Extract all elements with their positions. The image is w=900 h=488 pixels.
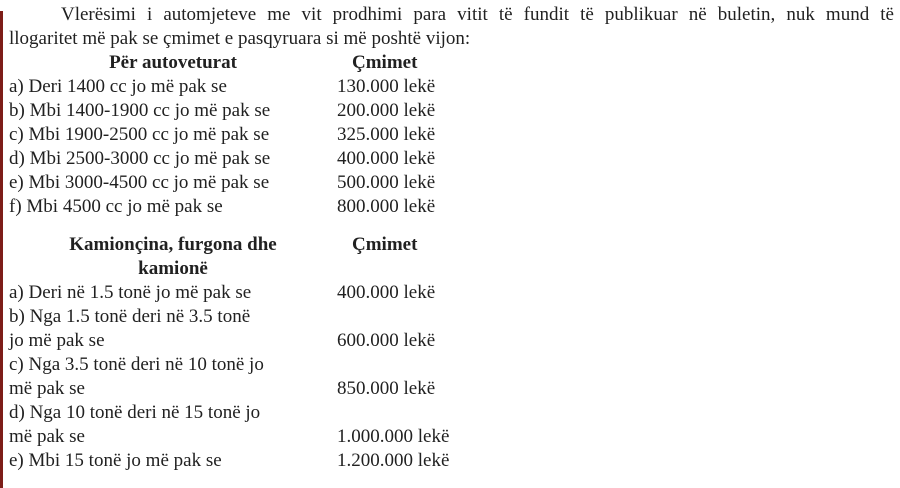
row-price	[337, 353, 894, 377]
row-price: 800.000 lekë	[337, 196, 436, 217]
row-label: b) Nga 1.5 tonë deri në 3.5 tonë	[9, 306, 251, 327]
table2-header-row	[9, 233, 894, 257]
row-price: 600.000 lekë	[337, 330, 436, 351]
row-price: 400.000 lekë	[337, 282, 436, 303]
row-price: 1.200.000 lekë	[337, 450, 450, 471]
row-label: f) Mbi 4500 cc jo më pak se	[9, 196, 223, 217]
row-label: a) Deri 1400 cc jo më pak se	[9, 76, 227, 97]
table2-price-header: Çmimet	[352, 234, 418, 255]
table2-title-line-1: Kamionçina, furgona dhe	[69, 234, 277, 255]
row-price: 130.000 lekë	[337, 76, 436, 97]
table2-title-line-2: kamionë	[138, 258, 208, 279]
row-price: 400.000 lekë	[337, 148, 436, 169]
spacer	[337, 257, 894, 281]
table1-price-header: Çmimet	[352, 52, 418, 73]
table2-row	[9, 377, 894, 401]
table2-row	[9, 329, 894, 353]
row-label: jo më pak se	[9, 330, 105, 351]
table1-row	[9, 99, 894, 123]
row-price: 200.000 lekë	[337, 100, 436, 121]
intro-paragraph	[9, 3, 894, 51]
table1-title: Për autoveturat	[109, 52, 237, 73]
row-label: b) Mbi 1400-1900 cc jo më pak se	[9, 100, 271, 121]
row-price: 850.000 lekë	[337, 378, 436, 399]
row-price: 325.000 lekë	[337, 124, 436, 145]
table2-row	[9, 449, 894, 473]
row-label: më pak se	[9, 378, 85, 399]
table2-row	[9, 425, 894, 449]
intro-line-2: llogaritet më pak se çmimet e pasqyruara si më poshtë vijon:	[9, 28, 471, 49]
table1-row	[9, 75, 894, 99]
table1-row	[9, 171, 894, 195]
table2-row	[9, 305, 894, 329]
table1-row	[9, 147, 894, 171]
table1-row	[9, 123, 894, 147]
table2-row	[9, 353, 894, 377]
row-label: d) Nga 10 tonë deri në 15 tonë jo	[9, 402, 261, 423]
table2-row	[9, 401, 894, 425]
row-label: e) Mbi 15 tonë jo më pak se	[9, 450, 222, 471]
table1-row	[9, 195, 894, 219]
row-label: a) Deri në 1.5 tonë jo më pak se	[9, 282, 252, 303]
table1-header-row	[9, 51, 894, 75]
document-content	[9, 3, 894, 473]
row-price	[337, 401, 894, 425]
intro-line-1: Vlerësimi i automjeteve me vit prodhimi para vitit të fundit të publikuar në buletin, nuk mund të	[61, 4, 894, 25]
red-margin-line	[0, 11, 3, 488]
row-price: 500.000 lekë	[337, 172, 436, 193]
row-label: c) Nga 3.5 tonë deri në 10 tonë jo	[9, 354, 264, 375]
row-label: më pak se	[9, 426, 85, 447]
table2-row	[9, 281, 894, 305]
row-label: e) Mbi 3000-4500 cc jo më pak se	[9, 172, 270, 193]
row-label: d) Mbi 2500-3000 cc jo më pak se	[9, 148, 271, 169]
table2-title-row-2	[9, 257, 894, 281]
row-price	[337, 305, 894, 329]
row-label: c) Mbi 1900-2500 cc jo më pak se	[9, 124, 270, 145]
row-price: 1.000.000 lekë	[337, 426, 450, 447]
